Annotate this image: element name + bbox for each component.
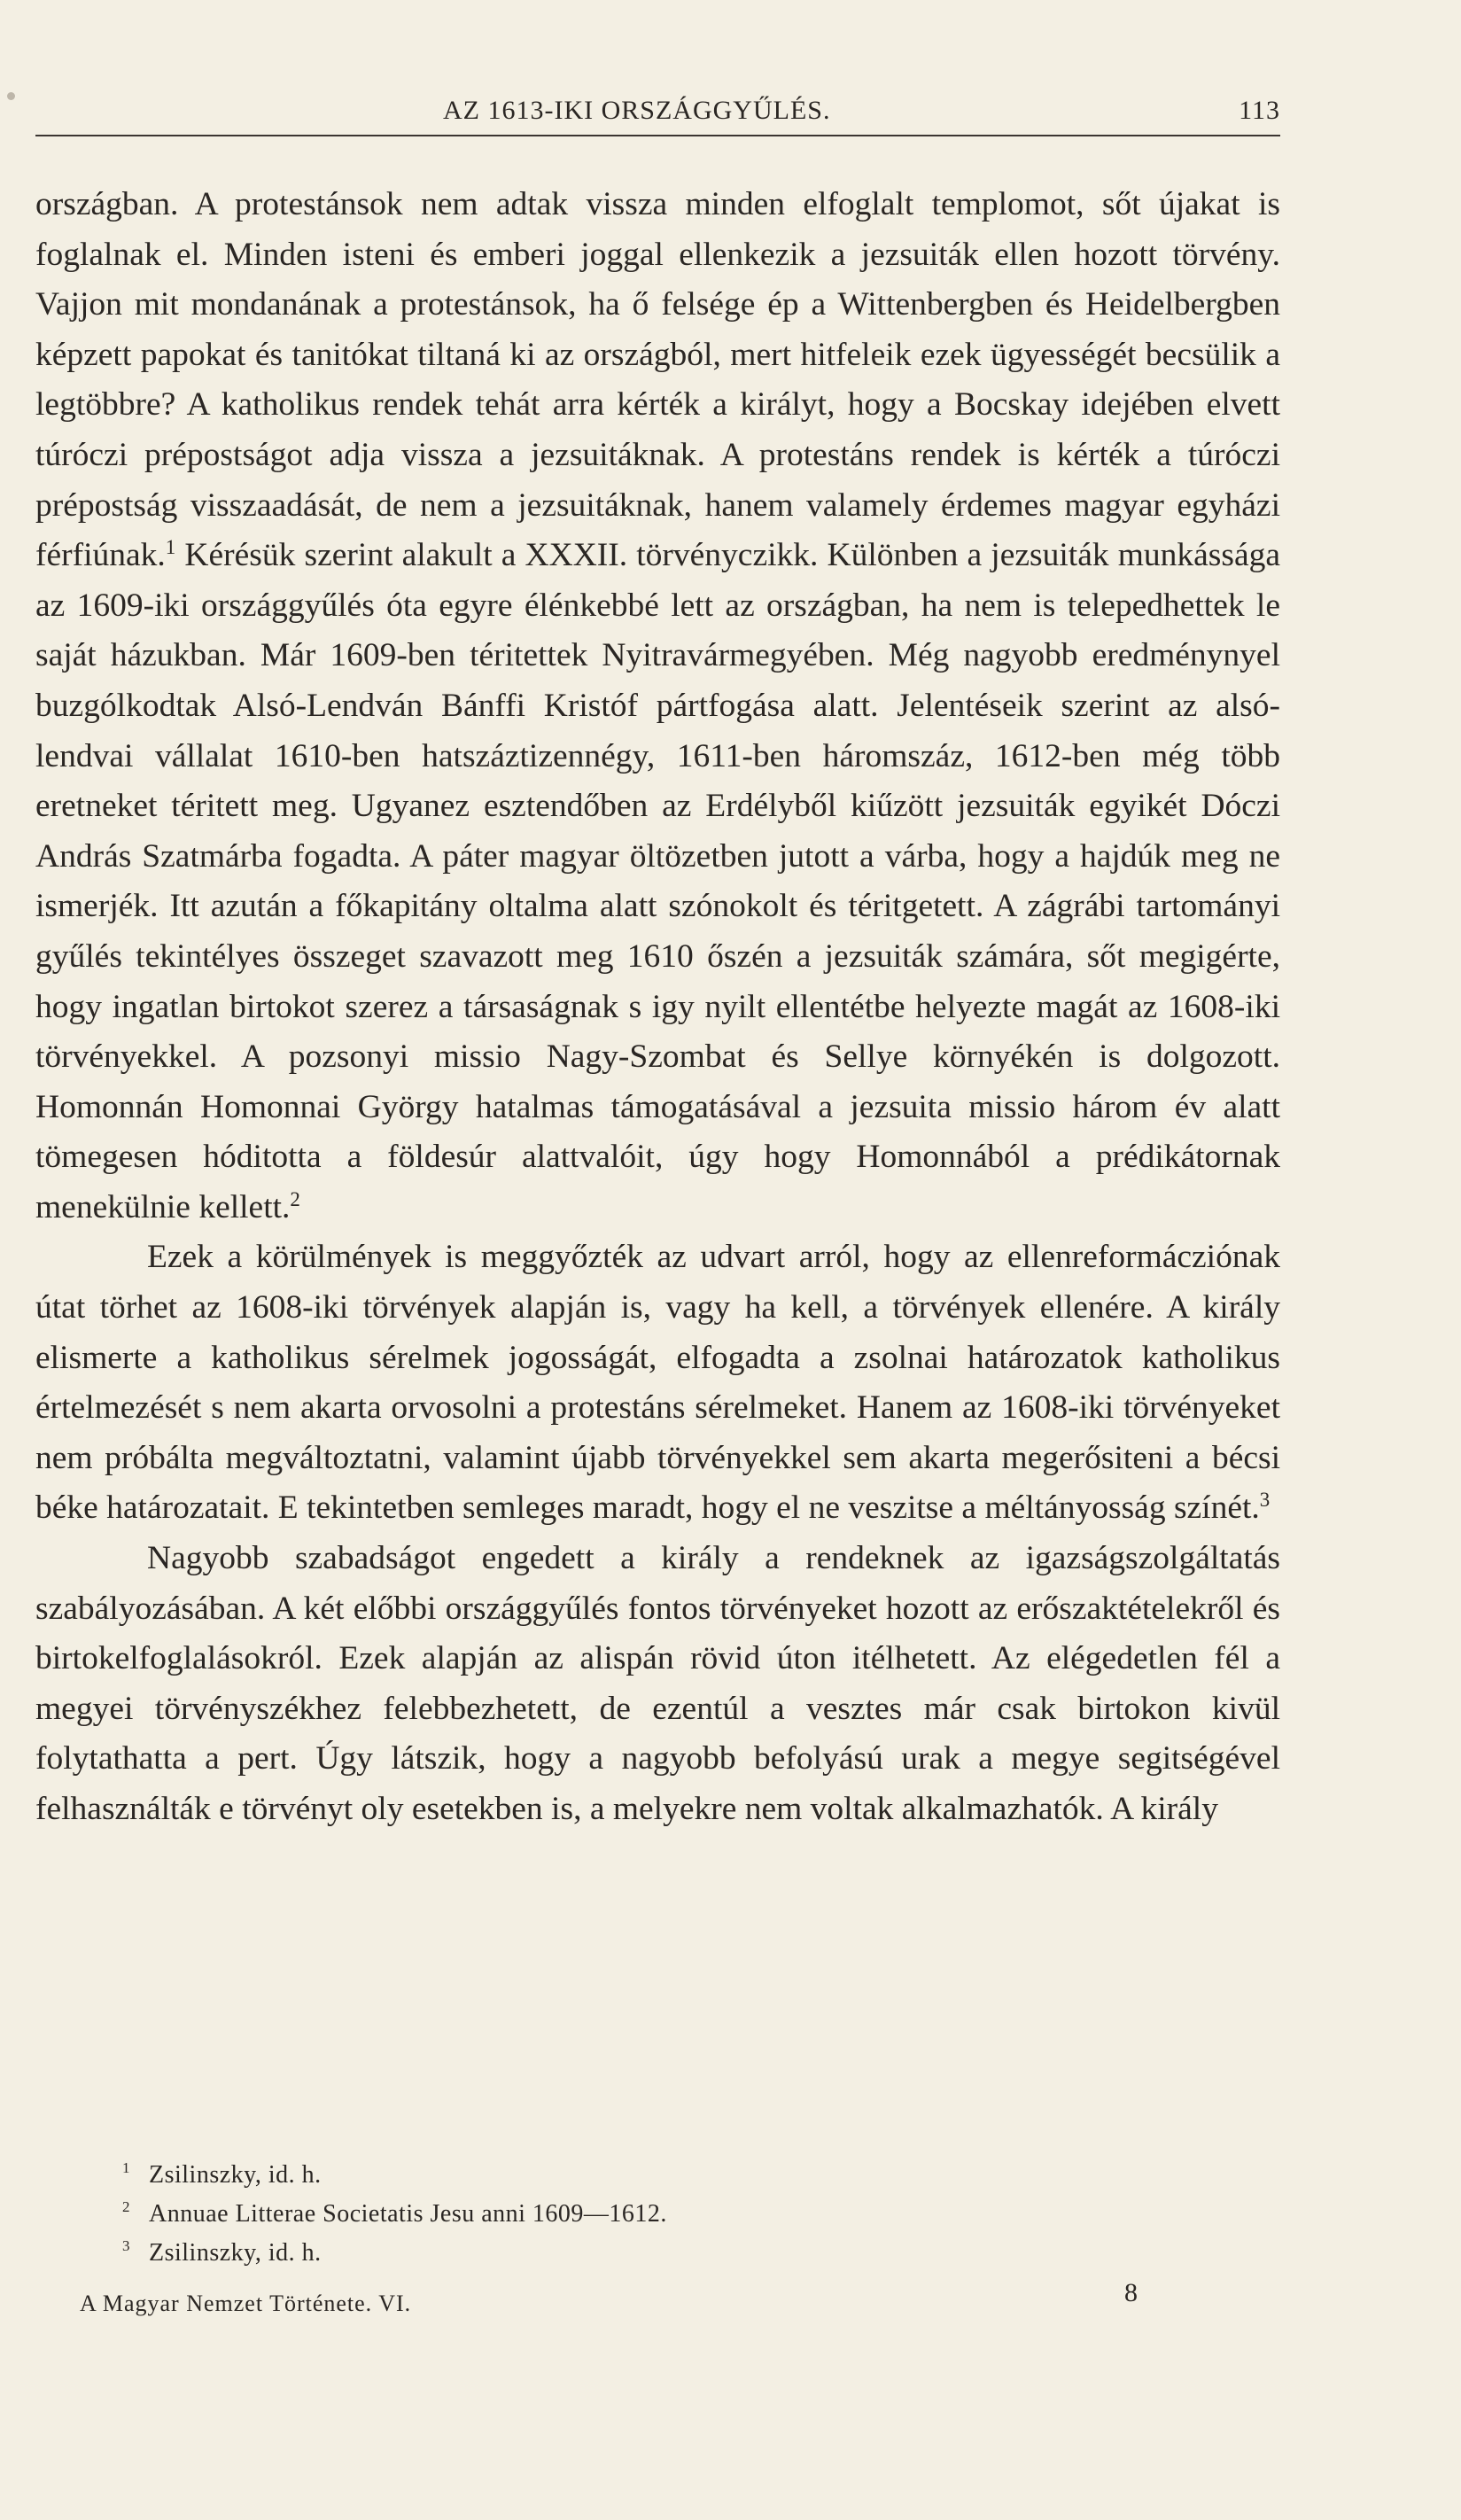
footnote-number: 2: [122, 2198, 130, 2215]
paragraph-text: Kérésük szerint alakult a XXXII. törvényczikk. Különben a jezsuiták munkássága az 1609-iki országgyűlés óta egyre élénkebbé lett az országban, ha nem is telepedhettek le saját házukban. Már 1609-ben téritettek Nyitravármegyében. Még nagyobb eredménynyel buzgólkodtak Alsó-Lendván Bánffi Kristóf pártfogása alatt. Jelentéseik szerint az alsó-lendvai vállalat 1610-ben hatszáztizennégy, 1611-ben háromszáz, 1612-ben még több eretneket téritett meg. Ugyanez esztendőben az Erdélyből kiűzött jezsuiták egyikét Dóczi András Szatmárba fogadta. A páter magyar öltözetben jutott a várba, hogy a hajdúk meg ne ismerjék. Itt azután a főkapitány oltalma alatt szónokolt és téritgetett. A zágrábi tartományi gyűlés tekintélyes összeget szavazott meg 1610 őszén a jezsuiták számára, sőt megigérte, hogy ingatlan birtokot szerez a társaságnak s igy nyilt ellentétbe helyezte magát az 1608-iki törvényekkel. A pozsonyi missio Nagy-Szombat és Sellye környékén is dolgozott. Homonnán Homonnai György hatalmas támogatásával a jezsuita missio három év alatt tömegesen hóditotta a földesúr alattvalóit, úgy hogy Homonnából a prédikátornak menekülnie kellett.: [35, 537, 1280, 1225]
footnote-text: Zsilinszky, id. h.: [149, 2239, 322, 2267]
header-rule: [35, 135, 1280, 136]
footnote: [35, 2195, 1280, 2234]
page-number: 113: [1239, 96, 1280, 125]
footnote-number: 1: [122, 2159, 130, 2176]
footnote-text: Annuae Litterae Societatis Jesu anni 1609—1612.: [149, 2200, 667, 2228]
footnote-ref[interactable]: 3: [1259, 1489, 1271, 1512]
margin-mark: [7, 92, 15, 100]
signature-mark: 8: [1124, 2278, 1138, 2307]
footnotes: [35, 2156, 1280, 2273]
footnote: [35, 2156, 1280, 2195]
paragraph: [35, 1233, 1280, 1534]
footnote-ref[interactable]: 1: [165, 536, 176, 559]
running-title: AZ 1613-IKI ORSZÁGGYŰLÉS.: [443, 96, 831, 125]
footnote-ref[interactable]: 2: [290, 1187, 300, 1210]
footnote-number: 3: [122, 2237, 130, 2254]
paragraph-text: Ezek a körülmények is meggyőzték az udvart arról, hogy az ellenreformácziónak útat törhet az 1608-iki törvények alapján is, vagy ha kell, a törvények ellenére. A király elismerte a katholikus sérelmek jogosságát, elfogadta a zsolnai határozatok katholikus értelmezését s nem akarta orvosolni a protestáns sérelmeket. Hanem az 1608-iki törvényeket nem próbálta megváltoztatni, valamint újabb törvényekkel sem akarta megerősiteni a bécsi béke határozatait. E tekintetben semleges maradt, hogy el ne veszitse a méltányosság színét.: [35, 1239, 1280, 1527]
paragraph: [35, 1534, 1280, 1835]
footer-source: A Magyar Nemzet Története. VI.: [80, 2291, 412, 2316]
paragraph-text: Nagyobb szabadságot engedett a király a rendeknek az igazságszolgáltatás szabályozásában. A két előbbi országgyűlés fontos törvényeket hozott az erőszaktételekről és birtokelfoglalásokról. Ezek alapján az alispán rövid úton itélhetett. Az elégedetlen fél a megyei törvényszékhez felebbezhetett, de ezentúl a vesztes már csak birtokon kivül folytathatta a pert. Úgy látszik, hogy a nagyobb befolyású urak a megye segitségével felhasználták e törvényt oly esetekben is, a melyekre nem voltak alkalmazhatók. A király: [35, 1540, 1280, 1827]
paragraph-text: országban. A protestánsok nem adtak vissza minden elfoglalt templomot, sőt újakat is foglalnak el. Minden isteni és emberi joggal ellenkezik a jezsuiták ellen hozott törvény. Vajjon mit mondanának a protestánsok, ha ő felsége ép a Wittenbergben és Heidelbergben képzett papokat és tanitókat tiltaná ki az országból, mert hitfeleik ezek ügyességét becsülik a legtöbbre? A katholikus rendek tehát arra kérték a királyt, hogy a Bocskay idejében elvett túróczi prépostságot adja vissza a jezsuitáknak. A protestáns rendek is kérték a túróczi prépostság visszaadását, de nem a jezsuitáknak, hanem valamely érdemes magyar egyházi férfiúnak.: [35, 186, 1280, 574]
footnote: [35, 2234, 1280, 2273]
paragraph: [35, 180, 1280, 1233]
body-text: [35, 180, 1280, 1835]
footnote-text: Zsilinszky, id. h.: [149, 2161, 322, 2189]
